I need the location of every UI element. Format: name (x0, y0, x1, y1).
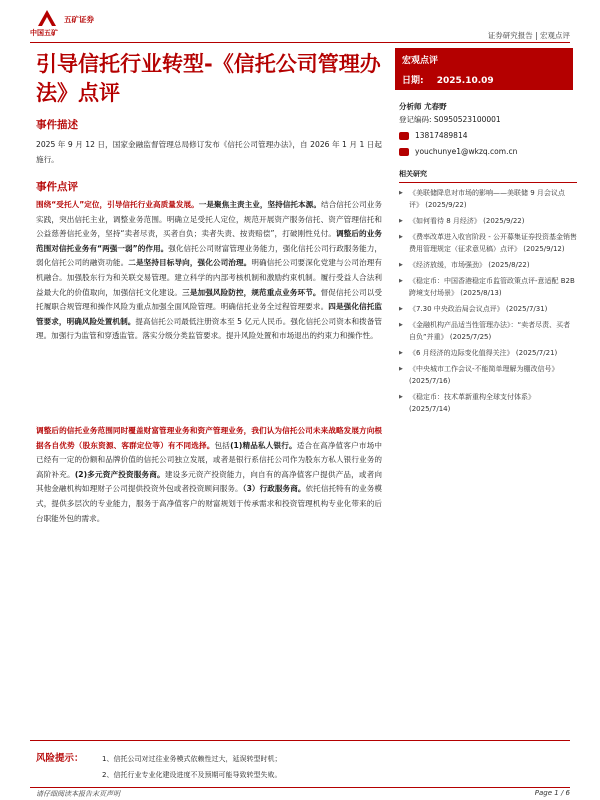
related-item[interactable]: ▶ 《6 月经济的边际变化值得关注》 (2025/7/21) (399, 347, 577, 359)
company-logo (30, 8, 140, 38)
related-item[interactable]: ▶ 《稳定币：技术革新重构全球支付体系》 (2025/7/14) (399, 391, 577, 415)
related-item[interactable]: ▶ 《经济放缓，市场强劲》 (2025/8/22) (399, 259, 577, 271)
strategy-option-3: （3）行政服务商。 (242, 484, 306, 494)
analyst-phone (399, 129, 517, 142)
report-date (402, 73, 504, 86)
comment-lead: 围绕“受托人”定位，引导信托行业高质量发展。 (36, 200, 199, 209)
related-research-title: 相关研究 (399, 168, 577, 183)
date-label: 日期: (402, 76, 424, 86)
analyst-email-address: youchunye1@wkzq.com.cn (415, 147, 518, 156)
logo-sub-text: 中国五矿 (30, 29, 58, 37)
logo-mark-icon (36, 8, 58, 28)
related-item[interactable]: ▶ 《如何看待 8 月经济》 (2025/9/22) (399, 215, 577, 227)
comment-text-1: 结合信托公司业务实践，突出信托主业，调整业务范围。明确立足受托人定位，规范开展资产服务信托、资产管理信托和公益慈善信托业务，坚持“卖者尽责，买者自负；卖者失责、按责赔偿”，打破刚性兑付。 (36, 200, 382, 239)
footer-divider (30, 787, 570, 788)
analyst-phone-number: 13817489814 (415, 131, 468, 140)
comment-paragraph (36, 198, 382, 344)
comment-text-1b: 强化信托公司财富管理业务能力，强化信托公司行政服务能力，弱化信托公司的融资功能。 (36, 243, 383, 268)
risk-item: 2、信托行业专业化建设进度不及预期可能导致转型失败。 (102, 771, 282, 779)
strategy-option-1: (1)精品私人银行。 (230, 440, 297, 450)
strategy-lead: 调整后的信托业务范围同时覆盖财富管理业务和资产管理业务，我们认为信托公司未来战略发展方向根据各自优势（股东资源、客群定位等）有不同选择。 (36, 426, 382, 450)
analyst-email (399, 145, 517, 158)
related-item[interactable]: ▶ 《金融机构产品适当性管理办法》：“卖者尽责、买者自负”并重》 (2025/7/25) (399, 319, 577, 343)
analyst-reg-code: 登记编码: S0950523100001 (399, 115, 501, 124)
comment-text-3: 督促信托公司以受托履职合规管理和操作风险为重点加强全面风险管理。明确信托业务全过程管理要求。 (36, 287, 383, 312)
strategy-paragraph (36, 424, 382, 526)
analyst-block (399, 100, 517, 158)
footer-disclaimer: 请仔细阅读本报告末页声明 (36, 790, 120, 798)
strategy-option-2: (2)多元资产投资服务商。 (74, 469, 165, 479)
related-research (399, 168, 577, 419)
related-item[interactable]: ▶ 《稳定币：中国香港稳定币监管政策点评-意适配 B2B 跨境支付场景》 (2025/8/13) (399, 275, 577, 299)
report-category: 宏观点评 (402, 56, 439, 66)
comment-point-2: 二是坚持目标导向，强化公司治理。 (128, 258, 252, 268)
event-section-title: 事件描述 (36, 119, 78, 131)
page-number: Page 1 / 6 (534, 789, 570, 797)
phone-icon (399, 132, 409, 140)
risk-list (102, 751, 281, 783)
report-type-tag: 证券研究报告 | 宏观点评 (487, 31, 570, 40)
related-item[interactable]: ▶ 《7.30 中央政治局会议点评》 (2025/7/31) (399, 303, 577, 315)
risk-item: 1、信托公司对过往业务模式依赖性过大，延误转型时机； (102, 755, 282, 763)
strategy-option-2-text: 建设多元资产投资能力，向自有的高净值客户提供产品，或者向其他金融机构如理财子公司提供投资外包或者投资顾问服务。 (36, 469, 382, 494)
comment-point-1b: 调整后的业务范围对信托业务有“两强一弱”的作用。 (36, 229, 382, 253)
strategy-option-1-text: 适合在高净值客户市场中已经有一定的份额和品牌价值的信托公司独立发展，或者是银行系信托公司作为股东方私人银行业务的高阶补充。 (36, 440, 383, 479)
report-title: 引导信托行业转型-《信托公司管理办法》点评 (36, 52, 381, 105)
event-paragraph: 2025 年 9 月 12 日，国家金融监督管理总局修订发布《信托公司管理办法》，自 2026 年 1 月 1 日起施行。 (36, 140, 382, 164)
logo-brand-text: 五矿证券 (64, 15, 94, 24)
analyst-name: 分析师 尤春野 (399, 102, 447, 111)
strategy-option-3-text: 依托信托特有的业务模式，提供多层次的专业能力，服务于高净值客户的财富规划于传承需求和投资管理机构专业化带来的后台职能外包的需求。 (36, 484, 383, 523)
related-item[interactable]: ▶ 《美联储降息对市场的影响——美联储 9 月会议点评》 (2025/9/22) (399, 187, 577, 211)
report-info-box (395, 48, 573, 90)
risk-divider (30, 740, 570, 741)
comment-section-title: 事件点评 (36, 181, 78, 193)
comment-point-4: 四是强化信托监管要求，明确风险处置机制。 (36, 302, 383, 326)
comment-point-3: 三是加强风险防控，规范重点业务环节。 (182, 287, 321, 297)
strategy-intro: 包括 (214, 440, 231, 450)
related-research-list (399, 187, 577, 415)
related-item[interactable]: ▶ 《中央城市工作会议-不能简单理解为棚改信号》 (2025/7/16) (399, 363, 577, 387)
header-divider (30, 42, 570, 43)
date-value: 2025.10.09 (436, 76, 494, 86)
comment-text-4: 提高信托公司最低注册资本至 5 亿元人民币。强化信托公司资本和拨备管理。加强行为监管和穿透监管。落实分级分类监管要求。提升风险处置和市场退出的约束力和操作性。 (36, 316, 382, 341)
email-icon (399, 148, 409, 156)
comment-point-1: 一是聚焦主责主业，坚持信托本源。 (198, 200, 321, 209)
risk-label: 风险提示： (36, 753, 84, 764)
comment-text-2: 明确信托公司要深化党建与公司治理有机融合。加强股东行为和关联交易管理。建立科学的内部考核机制和激励约束机制。履行受益人合法利益最大化的价值取向，加强信托文化建设。 (36, 258, 383, 297)
related-item[interactable]: ▶ 《费率改革进入收官阶段 - 公开募集证券投资基金销售费用管理规定（征求意见稿）点评》 (2025/9/12) (399, 231, 577, 255)
